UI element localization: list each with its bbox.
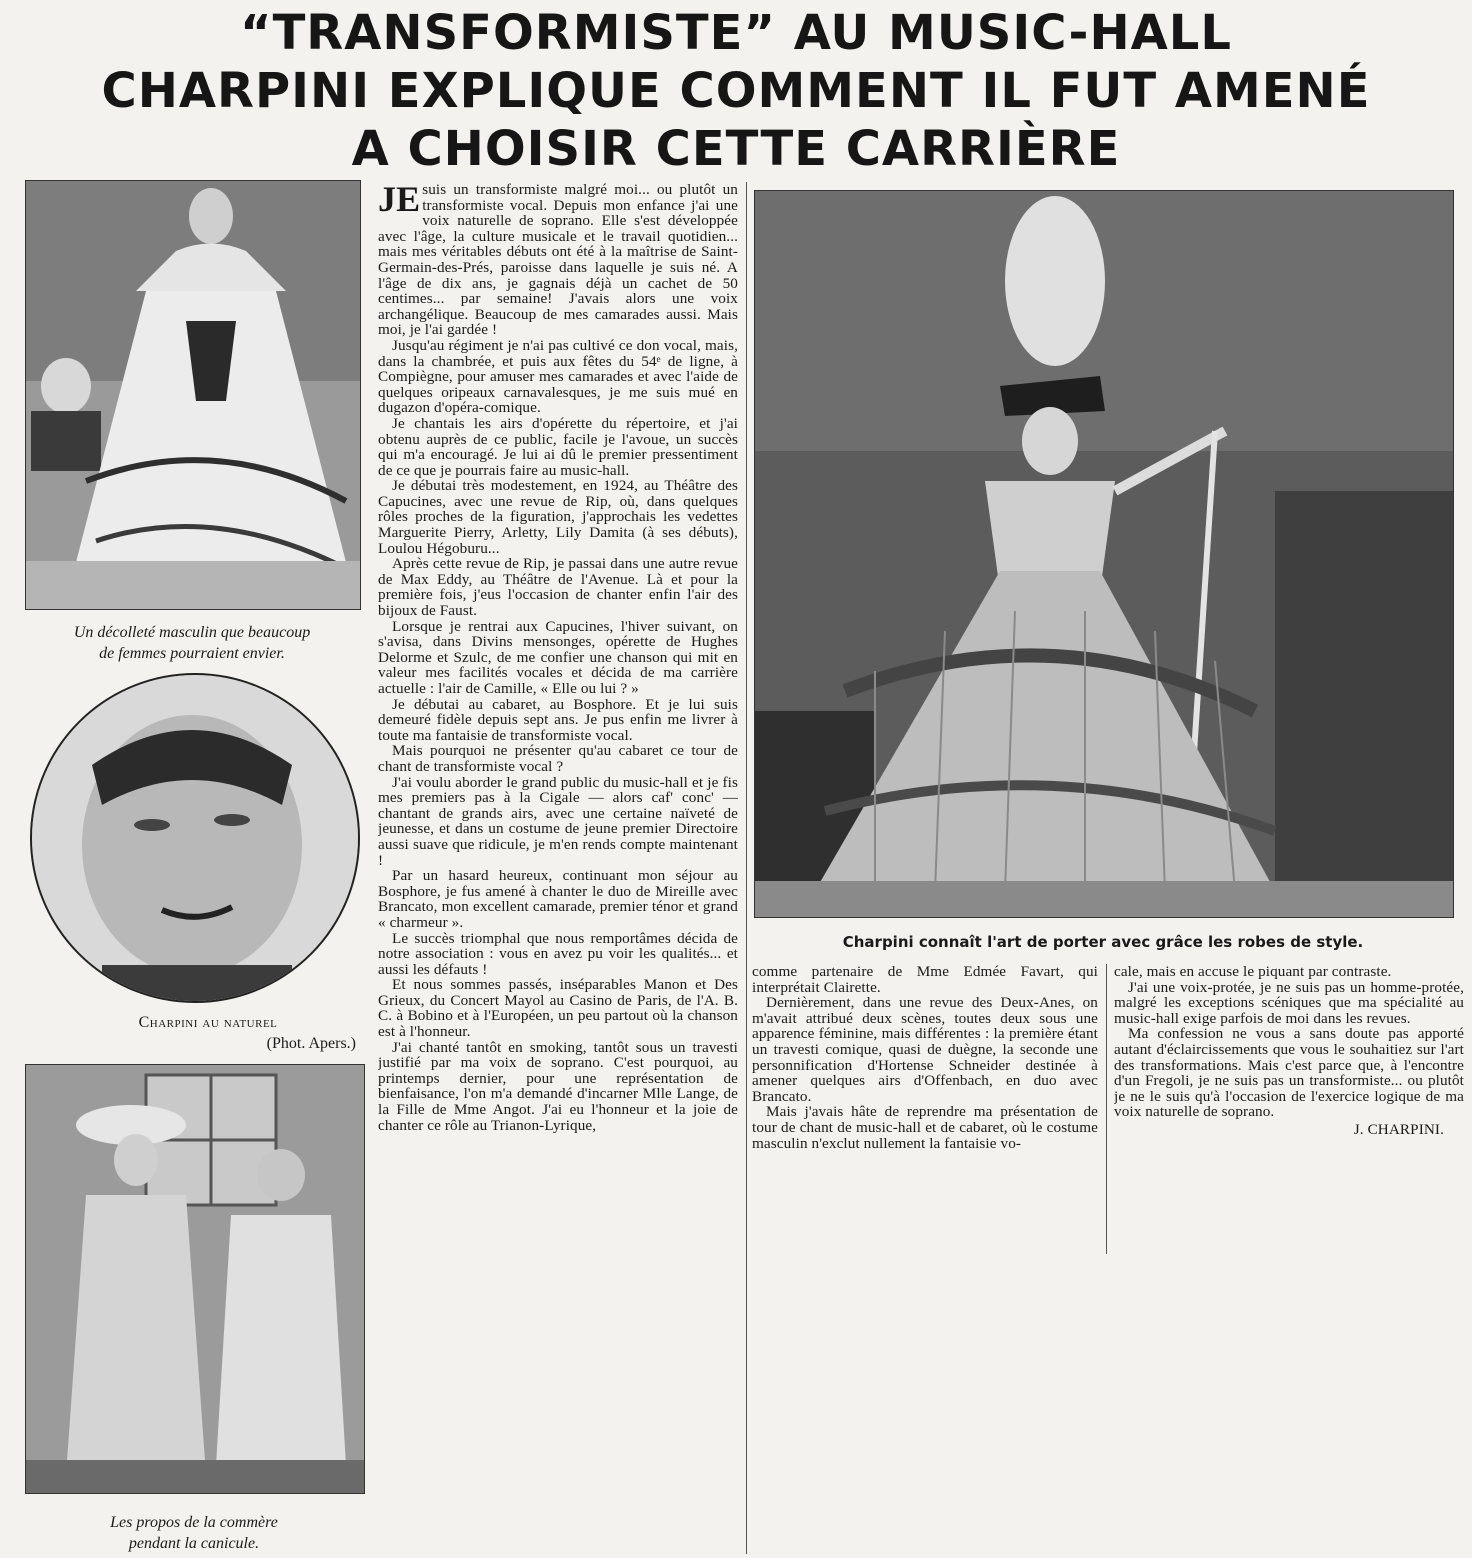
article-paragraph: Je débutai très modestement, en 1924, au Théâtre des Capucines, avec une revue de Rip, où, dans quelques rôles proches de la figuration, j'approchais les vedettes Marguerite Pierry, Arletty, Lily Damita (à ses débuts), Loulou Hégoburu... <box>378 477 738 557</box>
photo-commere-illustration <box>26 1065 364 1493</box>
article-paragraph: Le succès triomphal que nous remportâmes décida de notre association : vous en avez pu voir les qualités... et aussi les défauts ! <box>378 929 738 978</box>
article-paragraph: J'ai voulu aborder le grand public du music-hall et je fis mes premiers pas à la Cigale — alors caf' conc' — chantant de grands airs, avec une certaine naïveté de jeunesse, et dans un costume de jeune premier Directoire aussi suave que ridicule, je m'en rends compte maintenant ! <box>378 773 738 869</box>
article-paragraph: Après cette revue de Rip, je passai dans une autre revue de Max Eddy, au Théâtre de l'Avenue. Là et pour la première fois, j'eus l'occasion de chanter enfin l'air des bijoux de Faust. <box>378 555 738 620</box>
caption-photo-commere-line-1: Les propos de la commère <box>110 1514 278 1531</box>
caption-photo-commere-line-2: pendant la canicule. <box>128 1535 260 1552</box>
caption-photo-decollete-line-1: Un décolleté masculin que beaucoup <box>73 624 311 641</box>
article-paragraph: J'ai une voix-protée, je ne suis pas un homme-protée, malgré les exceptions scéniques que ma spécialité au music-hall exige parfois de moi dans les revues. <box>1114 978 1464 1027</box>
photo-portrait-illustration <box>32 675 358 1001</box>
caption-main-photo: Charpini connaît l'art de porter avec grâce les robes de style. <box>842 933 1364 951</box>
article-paragraph: Je débutai au cabaret, au Bosphore. Et je lui suis demeuré fidèle depuis sept ans. Je pus enfin me livrer à toute ma fantaisie de transformiste vocal. <box>378 695 738 744</box>
photo-commere <box>25 1064 365 1494</box>
photo-portrait <box>30 673 360 1003</box>
caption-photo-portrait <box>60 1012 356 1054</box>
caption-photo-portrait-credit: (Phot. Apers.) <box>266 1035 356 1052</box>
headline-line-1: “TRANSFORMISTE” AU MUSIC-HALL <box>240 5 1232 61</box>
article-paragraph: Et nous sommes passés, inséparables Manon et Des Grieux, du Concert Mayol au Casino de Paris, de l'A. B. C. à Bobino et à l'Européen, un peu partout où la chanson est à l'honneur. <box>378 976 738 1041</box>
caption-photo-decollete-line-2: de femmes pourraient envier. <box>99 645 285 662</box>
article-column-1 <box>378 182 738 1554</box>
article-paragraph: Mais pourquoi ne présenter qu'au cabaret ce tour de chant de transformiste vocal ? <box>378 742 738 775</box>
photo-main-costume <box>754 190 1454 918</box>
headline-line-2: CHARPINI EXPLIQUE COMMENT IL FUT AMENÉ <box>101 63 1371 119</box>
article-column-2 <box>752 964 1098 1264</box>
caption-photo-decollete <box>25 622 359 664</box>
article-paragraph: Ma confession ne vous a sans doute pas apporté autant d'éclaircissements que vous le souhaitiez sur l'art des transformations. Mais c'est parce que, à l'encontre d'un Fregoli, je ne suis pas un transformiste... ou plutôt je ne le suis qu'à l'occasion de l'exercice logique de ma voix naturelle de soprano. <box>1114 1025 1464 1121</box>
caption-photo-portrait-title: Charpini au naturel <box>138 1014 278 1031</box>
caption-photo-commere <box>25 1512 363 1554</box>
article-paragraph: comme partenaire de Mme Edmée Favart, qui interprétait Clairette. <box>752 964 1098 996</box>
article-paragraph: Jusqu'au régiment je n'ai pas cultivé ce don vocal, mais, dans la chambrée, et puis aux fêtes du 54ᵉ de ligne, à Compiègne, pour amuser mes camarades et avec l'aide de quelques oripeaux carnavalesques, je me suis mué en dugazon d'opéra-comique. <box>378 336 738 417</box>
article-paragraph: cale, mais en accuse le piquant par contraste. <box>1114 964 1392 980</box>
headline <box>10 4 1462 178</box>
article-paragraph: Mais j'avais hâte de reprendre ma présentation de tour de chant de music-hall et de cabaret, où le costume masculin n'exclut nullement la fantaisie vo- <box>752 1103 1098 1152</box>
drop-cap: JE <box>378 182 421 219</box>
article-paragraph: Lorsque je rentrai aux Capucines, l'hiver suivant, on s'avisa, dans Divins mensonges, opérette de Hughes Delorme et Szulc, de me confier une chanson qui mit en valeur mes facilités vocales et décida de ma carrière actuelle : l'air de Camille, « Elle ou lui ? » <box>378 617 738 697</box>
column-divider <box>1106 964 1107 1254</box>
photo-decollete <box>25 180 361 610</box>
photo-main-costume-illustration <box>755 191 1453 917</box>
article-column-3 <box>1114 964 1464 1264</box>
article-paragraph: Je chantais les airs d'opérette du répertoire, et j'ai obtenu auprès de ce public, facile je l'avoue, un succès qui m'a encouragé. Je lui ai dû le premier pressentiment de ce que je pourrais faire au music-hall. <box>378 414 738 479</box>
article-paragraph: Dernièrement, dans une revue des Deux-Anes, on m'avait attribué deux scènes, toutes deux sous une apparence féminine, mais différentes : la première étant un travesti comique, quasi de duègne, la seconde une personnification d'Hortense Schneider destinée à amener quelques airs d'Offenbach, en duo avec Brancato. <box>752 994 1098 1105</box>
photo-decollete-illustration <box>26 181 360 609</box>
headline-line-3: A CHOISIR CETTE CARRIÈRE <box>351 121 1121 177</box>
column-divider <box>746 182 747 1554</box>
article-paragraph: J'ai chanté tantôt en smoking, tantôt sous un travesti justifié par ma voix de soprano. C'est pourquoi, au printemps dernier, pour une représentation de bienfaisance, l'on m'a demandé d'incarner Mlle Lange, de la Fille de Mme Angot. J'ai eu l'honneur et la joie de chanter ce rôle au Trianon-Lyrique, <box>378 1038 738 1134</box>
article-paragraph: JE suis un transformiste malgré moi... ou plutôt un transformiste vocal. Depuis mon enfance j'ai une voix naturelle de soprano. Elle s'est développée avec l'âge, la culture musicale et le travail quotidien... mais mes véritables débuts ont été à la maîtrise de Saint-Germain-des-Prés, paroisse dans laquelle je suis né. A l'âge de dix ans, je gagnais déjà un cachet de 50 centimes... par semaine! J'avais alors une voix archangélique. Beaucoup de mes camarades aussi. Mais moi, je l'ai gardée ! <box>378 182 738 339</box>
article-paragraph: Par un hasard heureux, continuant mon séjour au Bosphore, je fus amené à chanter le duo de Mireille avec Brancato, mon excellent camarade, premier ténor et grand « charmeur ». <box>378 867 738 931</box>
signature: J. CHARPINI. <box>1353 1120 1444 1138</box>
